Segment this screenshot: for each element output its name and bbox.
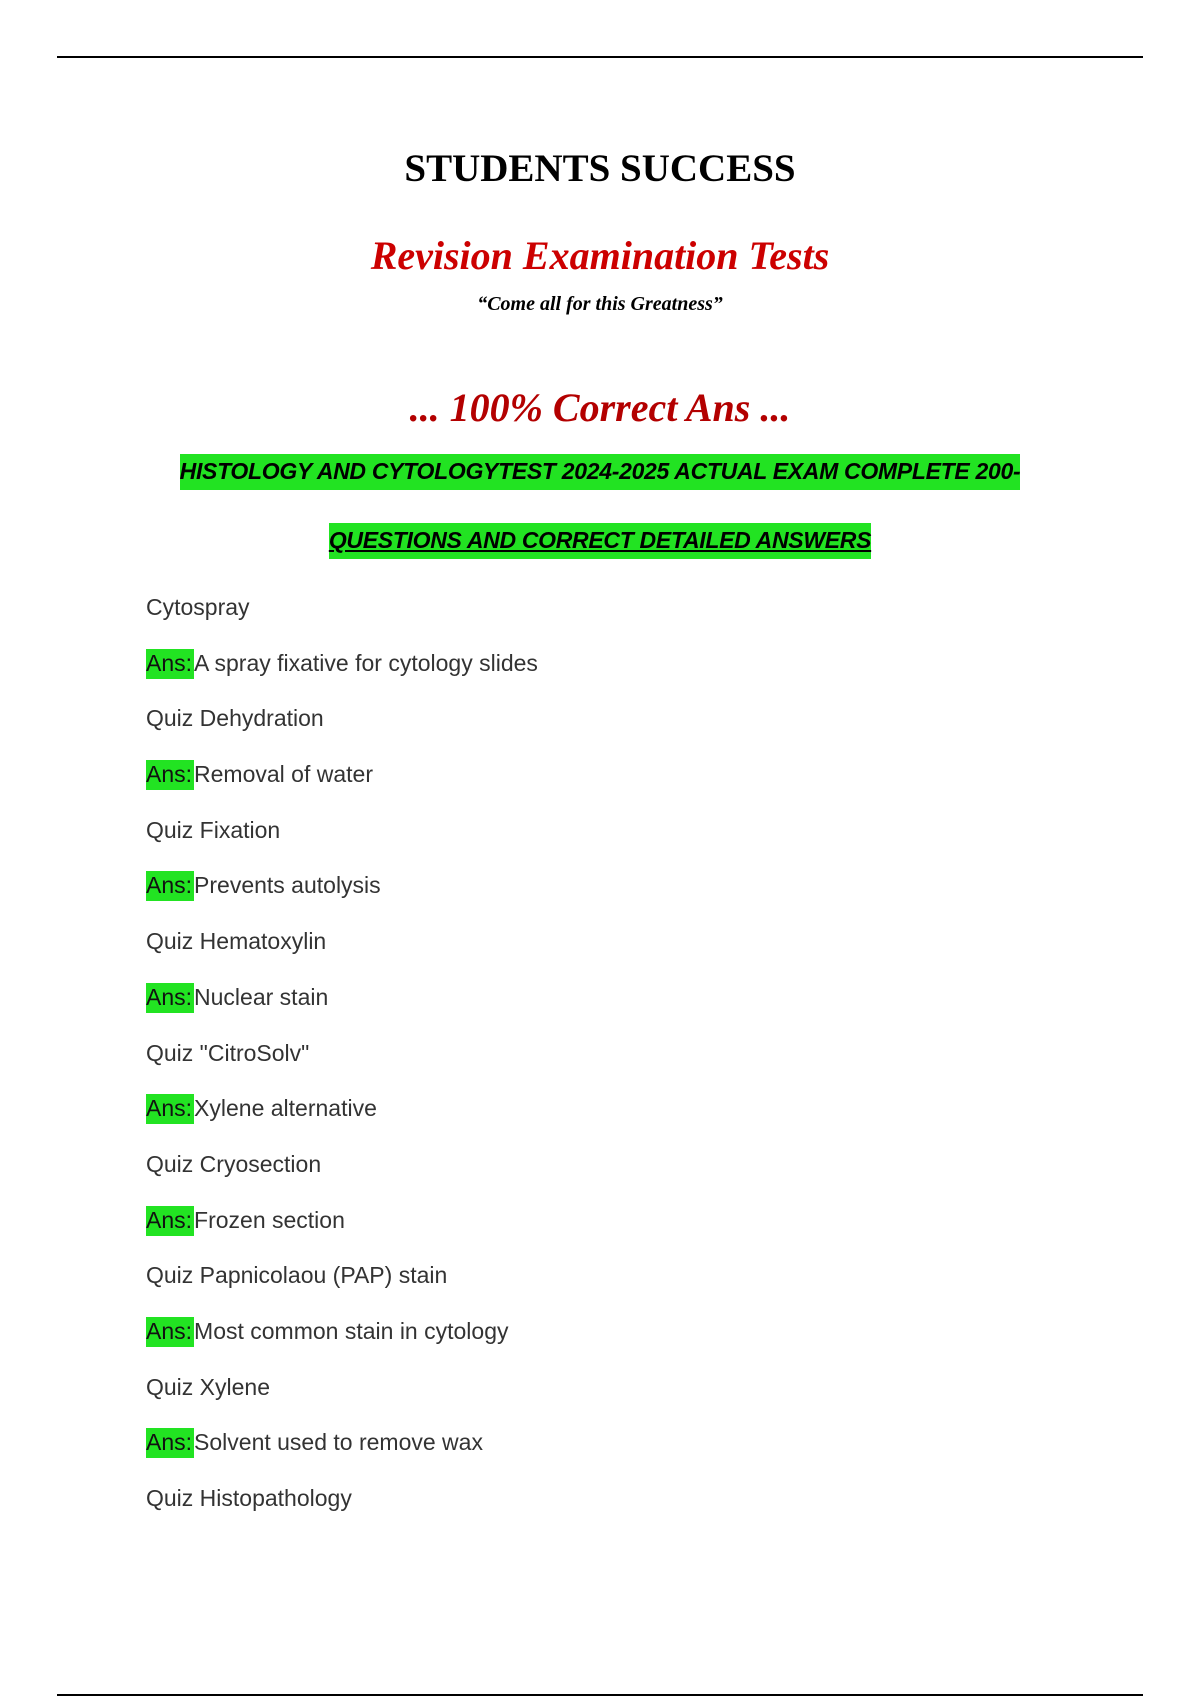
document-tagline: “Come all for this Greatness” (477, 293, 723, 315)
answer-label: Ans: (146, 1317, 194, 1347)
answer-text: Most common stain in cytology (194, 1317, 509, 1344)
answer-line (146, 759, 1146, 815)
correct-answers-banner: ... 100% Correct Ans ... (409, 385, 791, 430)
answer-text: A spray fixative for cytology slides (194, 649, 538, 676)
answer-text: Removal of water (194, 761, 373, 788)
question-line: Quiz Hematoxylin (146, 928, 327, 955)
exam-heading-line-2-text: QUESTIONS AND CORRECT DETAILED ANSWERS (329, 523, 871, 559)
top-rule (57, 56, 1143, 58)
exam-heading-line-2 (0, 527, 1200, 554)
question-line: Quiz Xylene (146, 1373, 271, 1400)
question-line: Quiz Histopathology (146, 1485, 352, 1511)
answer-line (146, 1316, 1146, 1372)
answer-label: Ans: (146, 649, 194, 679)
answer-text: Solvent used to remove wax (194, 1429, 483, 1456)
question-line: Quiz Cryosection (146, 1150, 322, 1177)
answer-label: Ans: (146, 1206, 194, 1236)
exam-heading-line-1 (0, 458, 1200, 485)
question-line: Cytospray (146, 594, 250, 620)
question-line: Quiz Dehydration (146, 705, 324, 732)
answer-line (146, 982, 1146, 1038)
document-title: STUDENTS SUCCESS (404, 147, 796, 190)
answer-line (146, 1427, 1146, 1483)
answer-label: Ans: (146, 871, 194, 901)
answer-line (146, 1205, 1146, 1261)
question-answer-list (146, 592, 1146, 1539)
document-subtitle: Revision Examination Tests (370, 233, 830, 278)
question-line: Quiz Fixation (146, 816, 281, 843)
answer-line (146, 1093, 1146, 1149)
answer-label: Ans: (146, 1428, 194, 1458)
answer-label: Ans: (146, 760, 194, 790)
question-line: Quiz Papnicolaou (PAP) stain (146, 1262, 448, 1289)
bottom-rule (57, 1694, 1143, 1696)
answer-line (146, 648, 1146, 704)
answer-line (146, 870, 1146, 926)
answer-label: Ans: (146, 983, 194, 1013)
answer-text: Nuclear stain (194, 983, 329, 1010)
exam-heading-line-1-text: HISTOLOGY AND CYTOLOGYTEST 2024-2025 ACTUAL EXAM COMPLETE 200- (180, 454, 1021, 490)
answer-label: Ans: (146, 1094, 194, 1124)
answer-text: Prevents autolysis (194, 872, 381, 899)
answer-text: Xylene alternative (194, 1095, 377, 1122)
question-line: Quiz "CitroSolv" (146, 1039, 310, 1066)
answer-text: Frozen section (194, 1206, 345, 1233)
